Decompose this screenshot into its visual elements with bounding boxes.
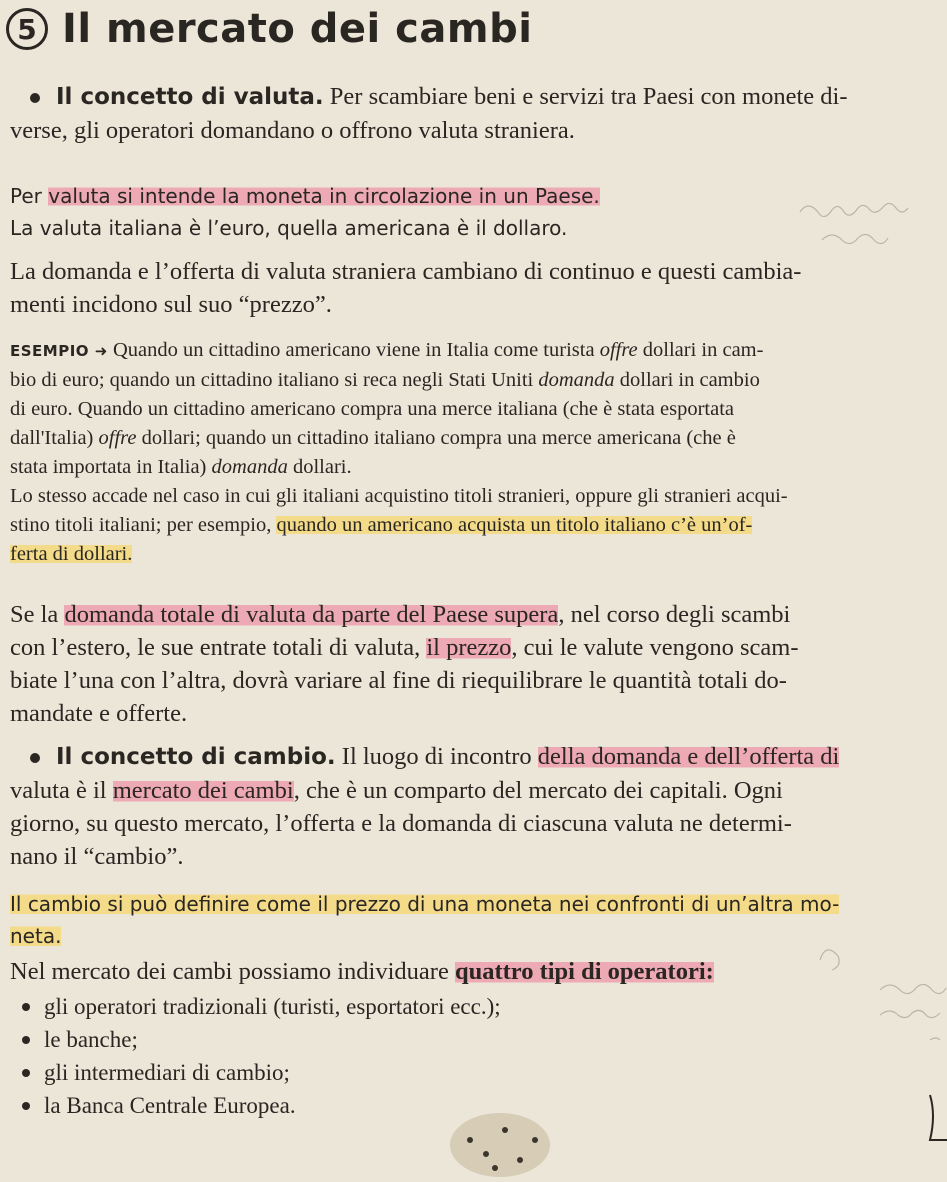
esempio-text: stino titoli italiani; per esempio, — [10, 514, 277, 536]
section-number: 5 — [6, 8, 48, 50]
valuta-lead: Il concetto di valuta. — [56, 84, 324, 110]
para-text: , che è un comparto del mercato dei capitali. Ogni — [293, 777, 783, 804]
def-prefix: Per — [10, 184, 49, 208]
esempio-text: bio di euro; quando un cittadino italiano si reca negli Stati Uniti — [10, 369, 539, 391]
para-text: con l’estero, le sue entrate totali di valuta, — [10, 634, 427, 661]
para-text: nano il “cambio”. — [10, 843, 184, 870]
valuta-definition-highlight: valuta si intende la moneta in circolazione in un Paese. — [48, 184, 600, 208]
esempio-em: domanda — [538, 369, 615, 391]
esempio-text: dall'Italia) — [10, 427, 99, 449]
para-text: valuta è il — [10, 777, 113, 804]
esempio-em: offre — [98, 427, 137, 449]
para-text: Se la — [10, 601, 65, 628]
cambio-definition-highlight: Il cambio si può definire come il prezzo di una moneta nei confronti di un’altra mo- — [10, 892, 840, 916]
esempio-highlight: quando un americano acquista un titolo italiano c’è un’of- — [276, 514, 753, 536]
para-highlight: domanda totale di valuta da parte del Paese supera — [64, 601, 559, 628]
para-line: La domanda e l’offerta di valuta straniera cambiano di continuo e questi cambia- — [10, 258, 802, 285]
decorative-patch — [450, 1113, 550, 1177]
list-item-text: gli intermediari di cambio; — [44, 1060, 290, 1085]
para-highlight: quattro tipi di operatori: — [454, 958, 714, 985]
esempio-text: Quando un cittadino americano viene in Italia come turista — [107, 339, 600, 361]
esempio-text: dollari. — [287, 456, 352, 478]
para-highlight: della domanda e dell’offerta di — [537, 743, 840, 770]
para-text: giorno, su questo mercato, l’offerta e la domanda di ciascuna valuta ne determi- — [10, 810, 792, 837]
para-text: , nel corso degli scambi — [558, 601, 791, 628]
section-title: Il mercato dei cambi — [62, 6, 533, 52]
cambio-definition-highlight: neta. — [10, 924, 62, 948]
para-text: , cui le valute vengono scam- — [511, 634, 799, 661]
valuta-examples: La valuta italiana è l’euro, quella americana è il dollaro. — [10, 216, 568, 240]
list-item-text: le banche; — [44, 1027, 138, 1052]
esempio-text: dollari; quando un cittadino italiano compra una merce americana (che è — [136, 427, 736, 449]
list-item-text: gli operatori tradizionali (turisti, esportatori ecc.); — [44, 994, 501, 1019]
esempio-tag: ESEMPIO ➜ — [10, 342, 108, 360]
esempio-text: Lo stesso accade nel caso in cui gli italiani acquistino titoli stranieri, oppure gli stranieri acqui- — [10, 485, 788, 507]
para-text: Il luogo di incontro — [335, 743, 538, 770]
esempio-highlight: ferta di dollari. — [10, 543, 133, 565]
para-text: mandate e offerte. — [10, 700, 188, 727]
list-item-text: la Banca Centrale Europea. — [44, 1093, 296, 1118]
esempio-text: stata importata in Italia) — [10, 456, 212, 478]
esempio-text: di euro. Quando un cittadino americano compra una merce italiana (che è stata esportata — [10, 398, 735, 420]
para-highlight: il prezzo — [426, 634, 512, 661]
cambio-lead: Il concetto di cambio. — [56, 744, 336, 770]
valuta-line1: Per scambiare beni e servizi tra Paesi con monete di- — [323, 83, 848, 110]
esempio-em: offre — [599, 339, 638, 361]
para-text: Nel mercato dei cambi possiamo individuare — [10, 958, 455, 985]
valuta-line2: verse, gli operatori domandano o offrono valuta straniera. — [10, 117, 575, 144]
para-highlight: mercato dei cambi — [112, 777, 294, 804]
para-text: biate l’una con l’altra, dovrà variare al fine di riequilibrare le quantità totali do- — [10, 667, 787, 694]
para-line: menti incidono sul suo “prezzo”. — [10, 291, 332, 318]
esempio-em: domanda — [211, 456, 288, 478]
esempio-text: dollari in cambio — [614, 369, 760, 391]
esempio-text: dollari in cam- — [637, 339, 764, 361]
